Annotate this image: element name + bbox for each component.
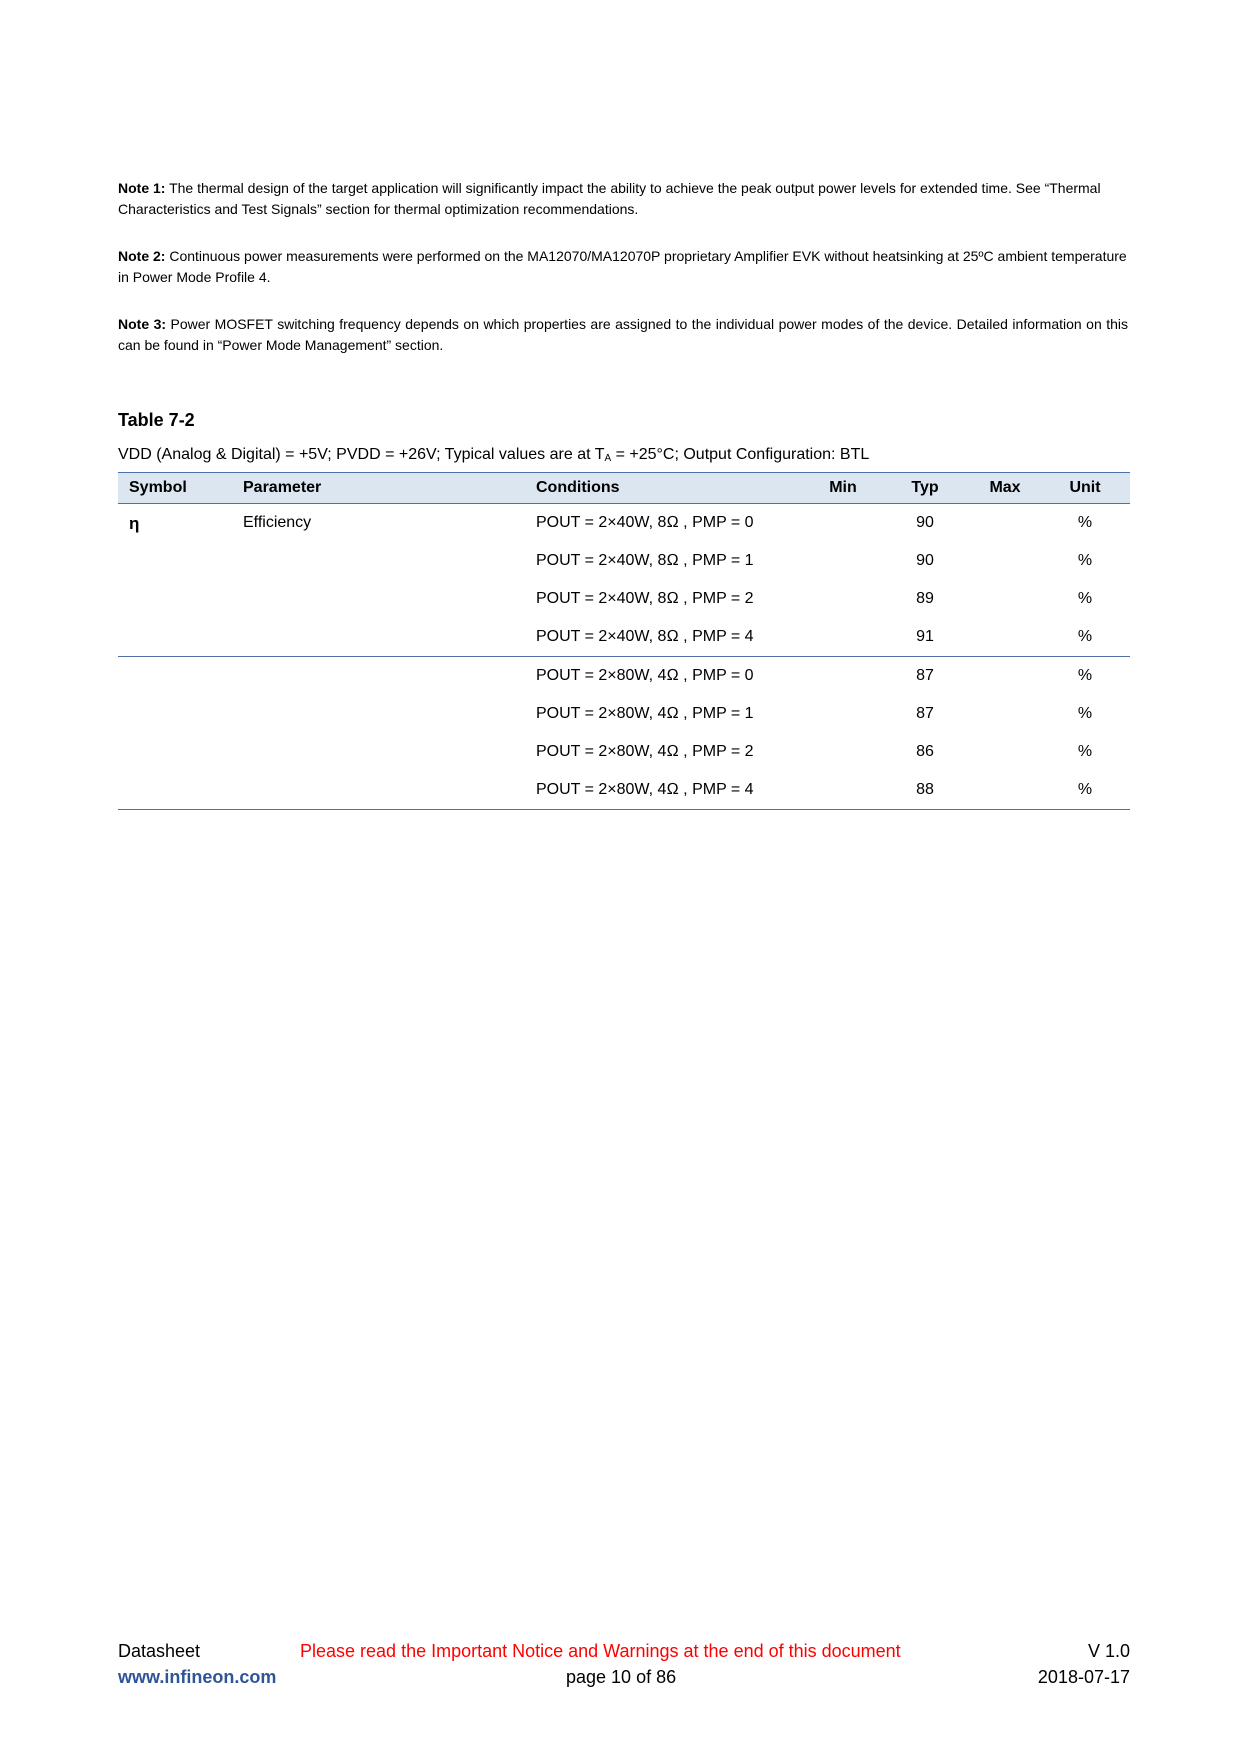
typ-cell: 86 [916,743,934,760]
table-row [118,542,1130,580]
unit-cell: % [1077,667,1093,684]
conditions-cell: POUT = 2×40W, 8Ω , PMP = 0 [536,514,754,531]
typ-cell: 91 [916,628,934,645]
note-3-text: Power MOSFET switching frequency depends on which properties are assigned to the individual power modes of the device. Detailed information on this can be found in “Power Mode Management” section. [118,316,1128,353]
conditions-cell: POUT = 2×80W, 4Ω , PMP = 2 [536,743,754,760]
efficiency-table [118,472,1130,810]
parameter-cell: Efficiency [243,514,312,531]
header-parameter: Parameter [243,479,322,496]
footer-date: 2018-07-17 [1037,1667,1130,1687]
footer-doc-type: Datasheet [118,1641,201,1661]
header-min: Min [829,479,857,496]
header-unit: Unit [1069,479,1101,496]
unit-cell: % [1077,705,1093,722]
footer-notice: Please read the Important Notice and Warnings at the end of this document [300,1641,901,1661]
unit-cell: % [1077,552,1093,569]
typ-cell: 90 [916,514,934,531]
footer-website-link[interactable]: www.infineon.com [118,1667,277,1687]
conditions-cell: POUT = 2×40W, 8Ω , PMP = 2 [536,590,754,607]
footer-page-number: page 10 of 86 [566,1667,677,1687]
table-row [118,618,1130,656]
table-title: Table 7-2 [118,410,195,430]
typ-cell: 87 [916,705,934,722]
unit-cell: % [1077,590,1093,607]
typ-cell: 90 [916,552,934,569]
note-3-label: Note 3: [118,316,167,332]
footer-version: V 1.0 [1087,1641,1130,1661]
typ-cell: 87 [916,667,934,684]
conditions-cell: POUT = 2×80W, 4Ω , PMP = 0 [536,667,754,684]
table-header-row [118,472,1130,504]
note-2-label: Note 2: [118,248,166,264]
unit-cell: % [1077,628,1093,645]
unit-cell: % [1077,781,1093,798]
conditions-cell: POUT = 2×40W, 8Ω , PMP = 4 [536,628,754,645]
header-max: Max [989,479,1021,496]
table-row [118,695,1130,733]
header-typ: Typ [911,479,939,496]
note-2 [118,246,1128,288]
conditions-cell: POUT = 2×80W, 4Ω , PMP = 1 [536,705,754,722]
note-2-text: Continuous power measurements were performed on the MA12070/MA12070P proprietary Amplifier EVK without heatsinking at 25ºC ambient temperature in Power Mode Profile 4. [118,248,1127,285]
table-conditions-pre: VDD (Analog & Digital) = +5V; PVDD = +26V; Typical values are at T [118,446,605,463]
symbol-cell: η [129,514,140,533]
table-row [118,771,1130,809]
typ-cell: 88 [916,781,934,798]
note-1-text: The thermal design of the target application will significantly impact the ability to achieve the peak output power levels for extended time. See “Thermal Characteristics and Test Signals” section for thermal optimization recommendations. [118,180,1101,217]
note-1-label: Note 1: [118,180,166,196]
table-conditions [118,446,869,464]
table-row [118,580,1130,618]
table-conditions-post: = +25°C; Output Configuration: BTL [611,446,870,463]
unit-cell: % [1077,743,1093,760]
conditions-cell: POUT = 2×80W, 4Ω , PMP = 4 [536,781,754,798]
note-1 [118,178,1128,220]
conditions-cell: POUT = 2×40W, 8Ω , PMP = 1 [536,552,754,569]
table-row [118,657,1130,695]
header-symbol: Symbol [129,479,187,496]
header-conditions: Conditions [536,479,620,496]
table-conditions-sub: A [604,453,612,464]
table-group-4ohm [118,657,1130,810]
table-row [118,733,1130,771]
note-3 [118,314,1128,356]
table-group-8ohm [118,504,1130,657]
typ-cell: 89 [916,590,934,607]
unit-cell: % [1077,514,1093,531]
table-row [118,504,1130,542]
